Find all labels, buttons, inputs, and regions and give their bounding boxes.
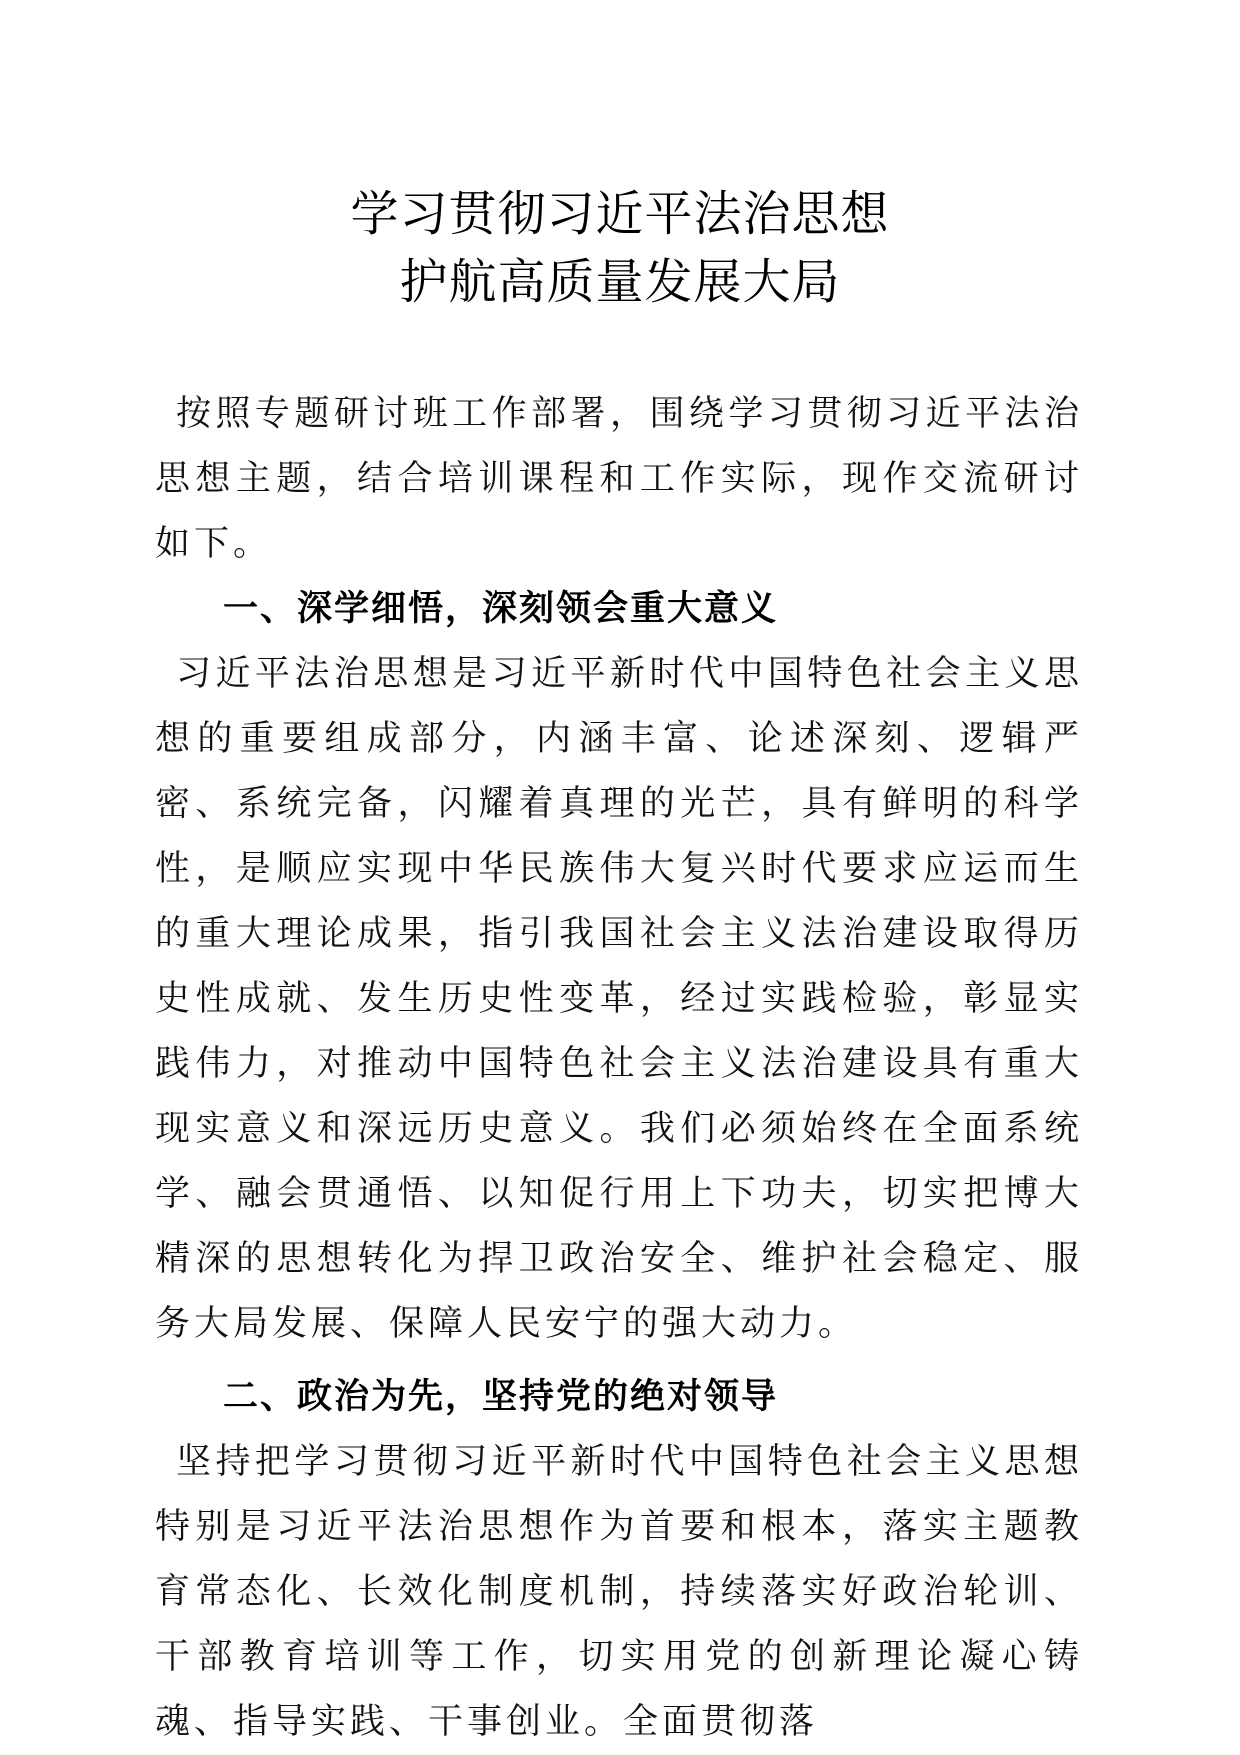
section-paragraph-1: 习近平法治思想是习近平新时代中国特色社会主义思想的重要组成部分，内涵丰富、论述深刻、逻辑严密、系统完备，闪耀着真理的光芒，具有鲜明的科学性，是顺应实现中华民族伟大复兴时代要求应运而生的重大理论成果，指引我国社会主义法治建设取得历史性成就、发生历史性变革，经过实践检验，彰显实践伟力，对推动中国特色社会主义法治建设具有重大现实意义和深远历史意义。我们必须始终在全面系统学、融会贯通悟、以知促行用上下功夫，切实把博大精深的思想转化为捍卫政治安全、维护社会稳定、服务大局发展、保障人民安宁的强大动力。 xyxy=(155,654,1083,1344)
intro-paragraph: 按照专题研讨班工作部署，围绕学习贯彻习近平法治思想主题，结合培训课程和工作实际，现作交流研讨如下。 xyxy=(155,394,1083,564)
document-body xyxy=(155,382,1083,1755)
section-paragraph-2: 坚持把学习贯彻习近平新时代中国特色社会主义思想特别是习近平法治思想作为首要和根本，落实主题教育常态化、长效化制度机制，持续落实好政治轮训、干部教育培训等工作，切实用党的创新理论凝心铸魂、指导实践、干事创业。全面贯彻落 xyxy=(155,1442,1083,1742)
title-line-2: 护航高质量发展大局 xyxy=(399,254,841,310)
document-title xyxy=(0,180,1240,316)
section-heading-2: 二、政治为先，坚持党的绝对领导 xyxy=(223,1377,779,1417)
section-heading-1: 一、深学细悟，深刻领会重大意义 xyxy=(223,589,779,629)
title-line-1: 学习贯彻习近平法治思想 xyxy=(350,186,890,242)
